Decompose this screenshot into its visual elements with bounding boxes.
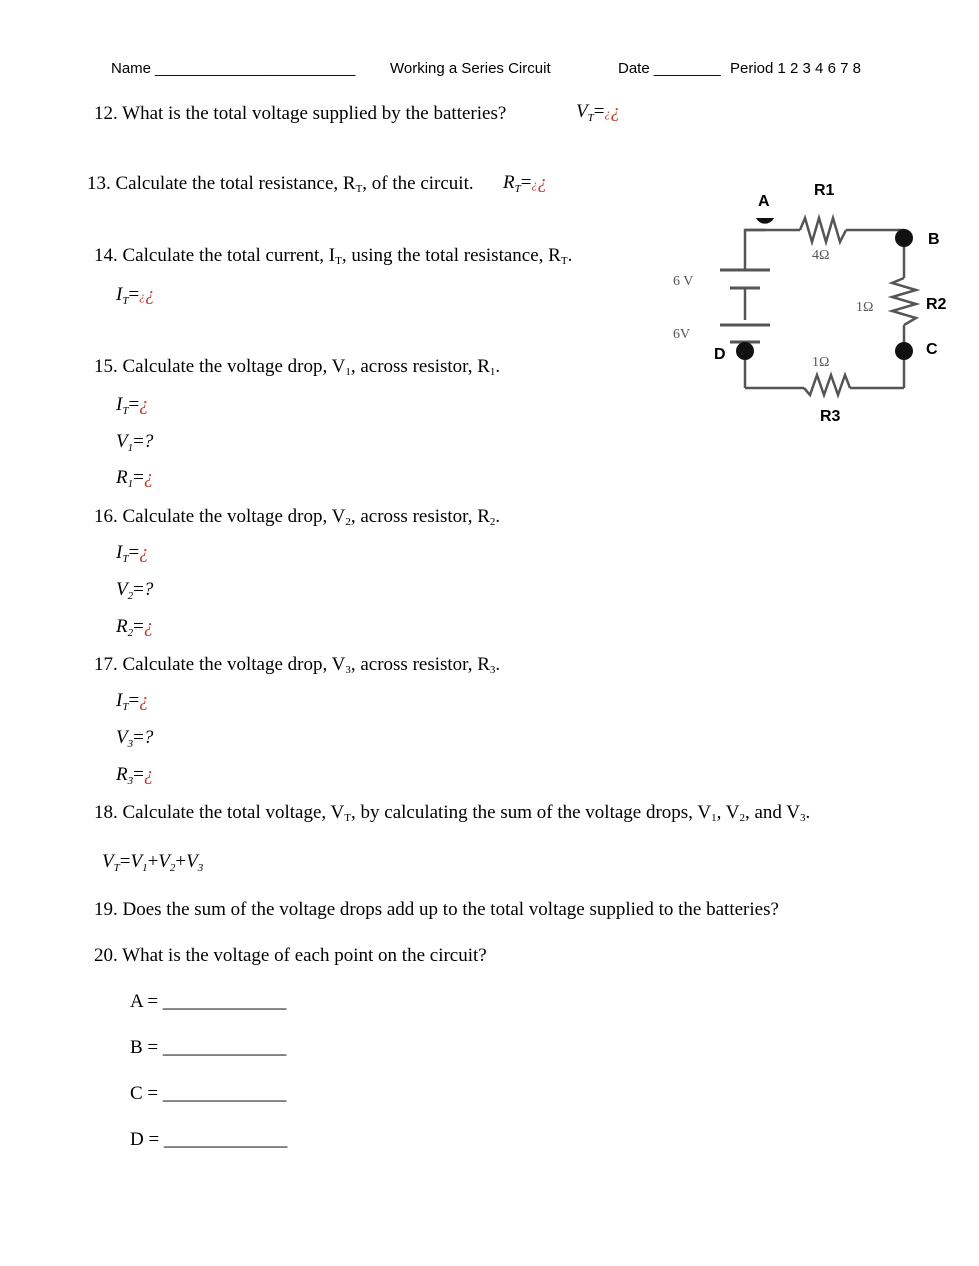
node-a-dot [756, 218, 774, 224]
r3-resistor [804, 375, 850, 395]
q15-voltage-line: $V_1=$? [116, 431, 154, 454]
q17-voltage-line: $V_3=$? [116, 727, 154, 750]
label-c: C [926, 341, 938, 358]
question-12: 12. What is the total voltage supplied by the batteries? [94, 103, 507, 124]
question-13: 13. Calculate the total resistance, $R_T$, of the circuit. [87, 173, 474, 195]
node-c-dot [895, 342, 913, 360]
label-d: D [714, 346, 726, 363]
label-b: B [928, 231, 940, 248]
q18-formula: $V_T=V_1+V_2+V_3$ [102, 851, 204, 874]
label-r1: R1 [814, 182, 835, 199]
q17-resistance-line: $R_3=¿$ [116, 764, 154, 787]
question-16: 16. Calculate the voltage drop, $V_2$, across resistor, $R_2$. [94, 506, 501, 528]
r3-value: 1Ω [812, 355, 830, 370]
point-a-answer[interactable]: A = _____________ [130, 991, 287, 1012]
question-17: 17. Calculate the voltage drop, $V_3$, across resistor, $R_3$. [94, 654, 501, 676]
q16-current-line: $I_T=¿$ [116, 542, 149, 565]
r1-value: 4Ω [812, 248, 830, 263]
q12-formula: $V_T=¿¿$ [576, 101, 620, 124]
point-d-answer[interactable]: D = _____________ [130, 1129, 288, 1150]
r2-resistor [892, 278, 916, 325]
q13-formula: $R_T=¿¿$ [503, 172, 547, 195]
q16-resistance-line: $R_2=¿$ [116, 616, 154, 639]
label-r2: R2 [926, 296, 947, 313]
series-circuit-diagram [660, 170, 960, 440]
label-r3: R3 [820, 408, 841, 425]
question-15: 15. Calculate the voltage drop, $V_1$, across resistor, $R_1$. [94, 356, 501, 378]
q17-current-line: $I_T=¿$ [116, 690, 149, 713]
question-19: 19. Does the sum of the voltage drops add up to the total voltage supplied to the batteries? [94, 899, 779, 920]
battery2-value: 6V [673, 327, 691, 342]
q14-formula: $I_T=¿¿$ [116, 284, 155, 307]
question-14: 14. Calculate the total current, $I_T$, using the total resistance, $R_T$. [94, 245, 573, 267]
period-label: Period 1 2 3 4 6 7 8 [730, 60, 861, 77]
top-left-wire [745, 230, 765, 270]
label-a: A [758, 193, 770, 210]
r2-value: 1Ω [856, 300, 874, 315]
question-20: 20. What is the voltage of each point on the circuit? [94, 945, 487, 966]
battery1-value: 6 V [673, 274, 694, 289]
name-field-label: Name ________________________ [111, 60, 356, 77]
q16-voltage-line: $V_2=$? [116, 579, 154, 602]
point-b-answer[interactable]: B = _____________ [130, 1037, 287, 1058]
node-b-dot [895, 229, 913, 247]
q15-current-line: $I_T=¿$ [116, 394, 149, 417]
point-c-answer[interactable]: C = _____________ [130, 1083, 287, 1104]
q15-resistance-line: $R_1=¿$ [116, 467, 154, 490]
r1-resistor [800, 218, 846, 242]
question-18: 18. Calculate the total voltage, $V_T$, by calculating the sum of the voltage drops, $V_1$, $V_2$, and $V_3$. [94, 802, 811, 824]
node-d-dot [736, 342, 754, 360]
date-field-label: Date ________ [618, 60, 721, 77]
worksheet-title: Working a Series Circuit [390, 60, 551, 77]
